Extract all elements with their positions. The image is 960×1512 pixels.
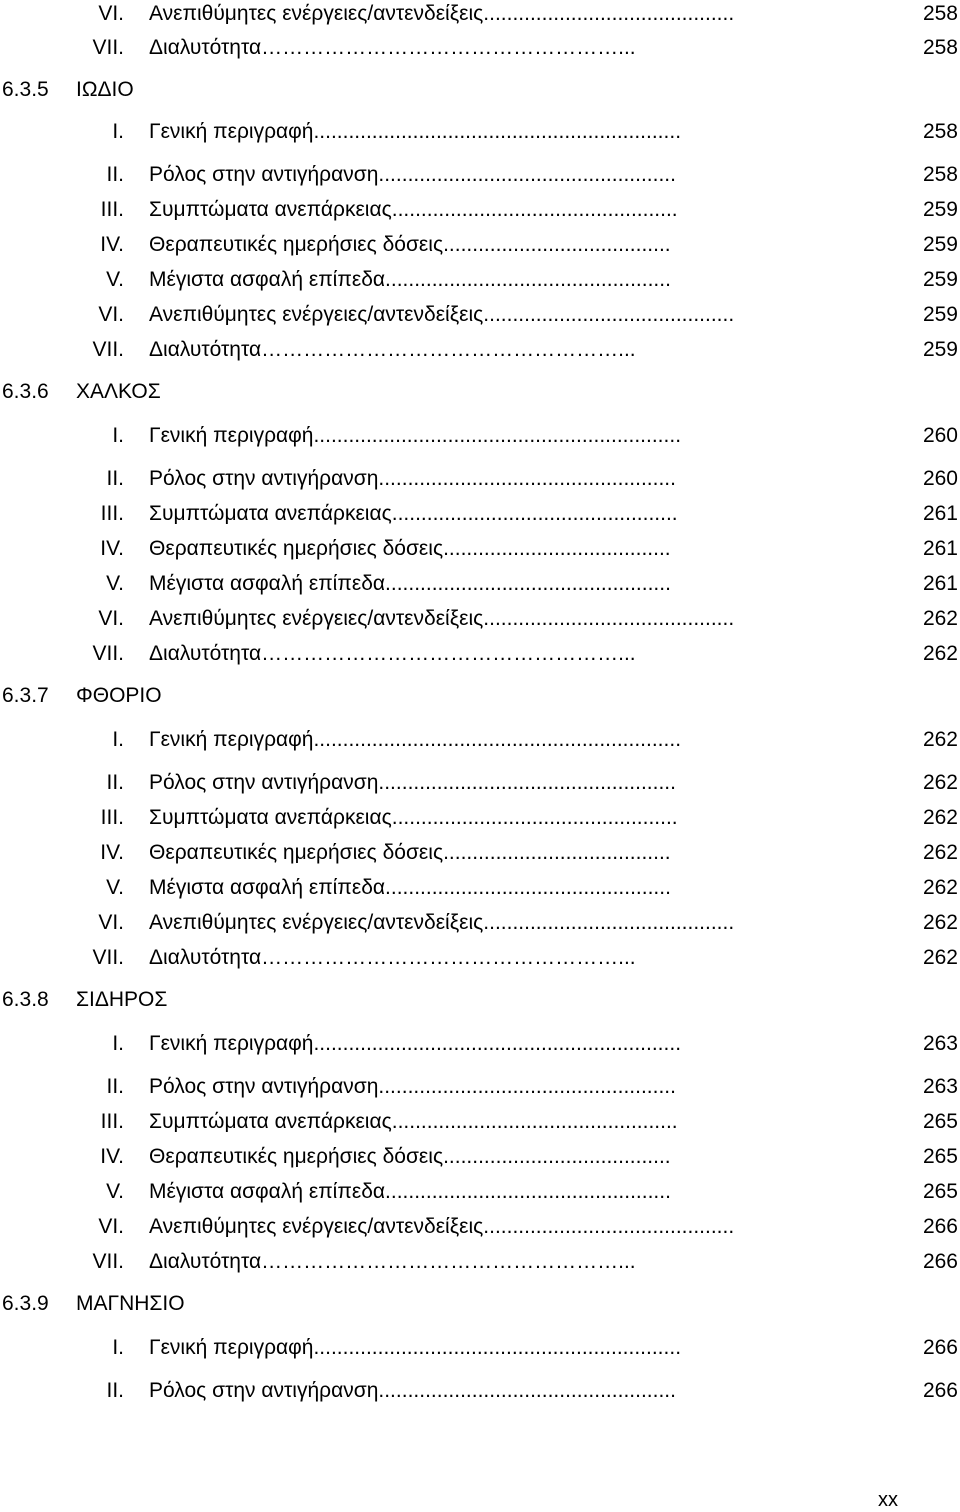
entry-title-with-leader [149, 118, 892, 146]
entry-title-with-leader [149, 1073, 892, 1101]
entry-roman-numeral: II. [106, 163, 124, 186]
toc-entry [0, 1248, 960, 1276]
entry-page-number: 262 [922, 607, 958, 630]
section-number: 6.3.7 [2, 684, 49, 707]
entry-roman-numeral: III. [100, 502, 124, 525]
entry-title-with-leader [149, 769, 892, 797]
dot-leader: ............................................................... [313, 1336, 682, 1359]
entry-title-with-leader [149, 34, 892, 62]
toc-entry [0, 1108, 960, 1136]
entry-title-with-leader [149, 804, 892, 832]
toc-entry [0, 1213, 960, 1241]
entry-roman-numeral: IV. [100, 841, 124, 864]
toc-entry [0, 1178, 960, 1206]
toc-entry [0, 196, 960, 224]
entry-title: Διαλυτότητα [149, 946, 262, 969]
entry-roman-numeral: VII. [92, 338, 124, 361]
dot-leader: ................................................... [378, 1075, 676, 1098]
toc-entry [0, 266, 960, 294]
page-number-footer: xx [878, 1489, 898, 1511]
toc-entry [0, 769, 960, 797]
entry-roman-numeral: III. [100, 198, 124, 221]
entry-page-number: 260 [922, 467, 958, 490]
entry-page-number: 263 [922, 1032, 958, 1055]
entry-title: Ρόλος στην αντιγήρανση [149, 771, 379, 794]
entry-title-with-leader [149, 605, 892, 633]
section-title: ΜΑΓΝΗΣΙΟ [76, 1292, 185, 1315]
entry-roman-numeral: V. [106, 572, 124, 595]
dot-leader: ................................................. [391, 198, 678, 221]
entry-title: Διαλυτότητα [149, 642, 262, 665]
section-number: 6.3.6 [2, 380, 49, 403]
dot-leader: ……………………………………………... [261, 642, 636, 665]
entry-page-number: 265 [922, 1110, 958, 1133]
entry-page-number: 262 [922, 911, 958, 934]
toc-entry [0, 909, 960, 937]
entry-roman-numeral: VI. [98, 2, 124, 25]
entry-title-with-leader [149, 465, 892, 493]
toc-entry [0, 605, 960, 633]
entry-page-number: 262 [922, 728, 958, 751]
toc-section-heading [0, 682, 960, 710]
dot-leader: ............................................................... [313, 728, 682, 751]
entry-roman-numeral: VII. [92, 36, 124, 59]
entry-title-with-leader [149, 161, 892, 189]
entry-title-with-leader [149, 1030, 892, 1058]
entry-title-with-leader [149, 500, 892, 528]
entry-page-number: 263 [922, 1075, 958, 1098]
entry-page-number: 259 [922, 338, 958, 361]
entry-title-with-leader [149, 0, 892, 28]
entry-page-number: 261 [922, 572, 958, 595]
entry-roman-numeral: VI. [98, 303, 124, 326]
entry-title-with-leader [149, 422, 892, 450]
entry-page-number: 261 [922, 502, 958, 525]
toc-entry [0, 336, 960, 364]
entry-title: Μέγιστα ασφαλή επίπεδα [149, 876, 386, 899]
entry-title: Ανεπιθύμητες ενέργειες/αντενδείξεις [149, 303, 484, 326]
dot-leader: ................................................. [391, 806, 678, 829]
dot-leader: ……………………………………………... [261, 338, 636, 361]
dot-leader: ............................................................... [313, 1032, 682, 1055]
entry-title: Ανεπιθύμητες ενέργειες/αντενδείξεις [149, 2, 484, 25]
entry-page-number: 266 [922, 1250, 958, 1273]
entry-title-with-leader [149, 726, 892, 754]
entry-page-number: 260 [922, 424, 958, 447]
entry-roman-numeral: II. [106, 771, 124, 794]
entry-page-number: 262 [922, 771, 958, 794]
toc-entry [0, 535, 960, 563]
section-title: ΣΙΔΗΡΟΣ [76, 988, 168, 1011]
entry-title: Θεραπευτικές ημερήσιες δόσεις [149, 1145, 444, 1168]
toc-entry [0, 0, 960, 28]
entry-page-number: 259 [922, 233, 958, 256]
toc-entry [0, 804, 960, 832]
entry-title-with-leader [149, 266, 892, 294]
entry-roman-numeral: I. [112, 120, 124, 143]
toc-section-heading [0, 1290, 960, 1318]
section-number: 6.3.5 [2, 78, 49, 101]
section-number: 6.3.9 [2, 1292, 49, 1315]
section-title: ΧΑΛΚΟΣ [76, 380, 161, 403]
entry-title: Ρόλος στην αντιγήρανση [149, 1379, 379, 1402]
entry-title: Γενική περιγραφή [149, 1032, 314, 1055]
entry-page-number: 262 [922, 946, 958, 969]
dot-leader: ................................................. [391, 1110, 678, 1133]
toc-entry [0, 161, 960, 189]
dot-leader: ....................................... [443, 841, 671, 864]
entry-title: Συμπτώματα ανεπάρκειας [149, 1110, 392, 1133]
entry-roman-numeral: IV. [100, 1145, 124, 1168]
entry-title-with-leader [149, 535, 892, 563]
toc-entry [0, 118, 960, 146]
dot-leader: ……………………………………………... [261, 946, 636, 969]
entry-roman-numeral: VII. [92, 642, 124, 665]
dot-leader: ……………………………………………... [261, 1250, 636, 1273]
entry-page-number: 262 [922, 642, 958, 665]
entry-roman-numeral: I. [112, 1336, 124, 1359]
entry-page-number: 258 [922, 163, 958, 186]
entry-title-with-leader [149, 570, 892, 598]
entry-roman-numeral: VI. [98, 607, 124, 630]
toc-entry [0, 640, 960, 668]
entry-roman-numeral: IV. [100, 233, 124, 256]
toc-entry [0, 1073, 960, 1101]
toc-section-heading [0, 378, 960, 406]
entry-title-with-leader [149, 874, 892, 902]
entry-page-number: 258 [922, 2, 958, 25]
entry-title: Ρόλος στην αντιγήρανση [149, 1075, 379, 1098]
entry-title-with-leader [149, 839, 892, 867]
entry-title-with-leader [149, 1108, 892, 1136]
entry-roman-numeral: VI. [98, 1215, 124, 1238]
entry-roman-numeral: VII. [92, 946, 124, 969]
entry-title-with-leader [149, 231, 892, 259]
entry-page-number: 258 [922, 36, 958, 59]
entry-title-with-leader [149, 944, 892, 972]
entry-roman-numeral: III. [100, 1110, 124, 1133]
entry-roman-numeral: III. [100, 806, 124, 829]
dot-leader: ........................................... [483, 2, 735, 25]
dot-leader: ............................................................... [313, 120, 682, 143]
entry-title-with-leader [149, 1334, 892, 1362]
toc-entry [0, 500, 960, 528]
toc-entry [0, 944, 960, 972]
entry-title: Συμπτώματα ανεπάρκειας [149, 502, 392, 525]
toc-section-heading [0, 986, 960, 1014]
entry-title: Θεραπευτικές ημερήσιες δόσεις [149, 233, 444, 256]
entry-title: Διαλυτότητα [149, 338, 262, 361]
toc-entry [0, 34, 960, 62]
toc-entry [0, 1143, 960, 1171]
entry-roman-numeral: IV. [100, 537, 124, 560]
entry-page-number: 259 [922, 268, 958, 291]
dot-leader: ................................................. [385, 572, 671, 595]
entry-title-with-leader [149, 1377, 892, 1405]
entry-title: Γενική περιγραφή [149, 424, 314, 447]
entry-title: Θεραπευτικές ημερήσιες δόσεις [149, 841, 444, 864]
entry-roman-numeral: I. [112, 424, 124, 447]
entry-title: Μέγιστα ασφαλή επίπεδα [149, 268, 386, 291]
dot-leader: ................................................... [378, 467, 676, 490]
dot-leader: ................................................... [378, 1379, 676, 1402]
entry-title-with-leader [149, 1178, 892, 1206]
entry-roman-numeral: V. [106, 268, 124, 291]
dot-leader: ................................................... [378, 163, 676, 186]
toc-entry [0, 839, 960, 867]
entry-page-number: 266 [922, 1336, 958, 1359]
entry-roman-numeral: II. [106, 1075, 124, 1098]
entry-page-number: 266 [922, 1379, 958, 1402]
entry-title: Γενική περιγραφή [149, 120, 314, 143]
toc-entry [0, 301, 960, 329]
entry-title: Διαλυτότητα [149, 1250, 262, 1273]
entry-title: Γενική περιγραφή [149, 1336, 314, 1359]
entry-title-with-leader [149, 909, 892, 937]
entry-title: Ανεπιθύμητες ενέργειες/αντενδείξεις [149, 911, 484, 934]
dot-leader: ............................................................... [313, 424, 682, 447]
entry-page-number: 261 [922, 537, 958, 560]
dot-leader: ................................................... [378, 771, 676, 794]
entry-title: Συμπτώματα ανεπάρκειας [149, 198, 392, 221]
toc-entry [0, 1030, 960, 1058]
entry-title-with-leader [149, 336, 892, 364]
toc-entry [0, 726, 960, 754]
dot-leader: ................................................. [385, 1180, 671, 1203]
entry-roman-numeral: V. [106, 876, 124, 899]
entry-title-with-leader [149, 640, 892, 668]
entry-title: Ρόλος στην αντιγήρανση [149, 163, 379, 186]
entry-page-number: 265 [922, 1180, 958, 1203]
entry-page-number: 262 [922, 841, 958, 864]
entry-page-number: 265 [922, 1145, 958, 1168]
section-title: ΦΘΟΡΙΟ [76, 684, 162, 707]
entry-title: Διαλυτότητα [149, 36, 262, 59]
toc-entry [0, 422, 960, 450]
entry-title: Θεραπευτικές ημερήσιες δόσεις [149, 537, 444, 560]
entry-roman-numeral: I. [112, 728, 124, 751]
entry-page-number: 266 [922, 1215, 958, 1238]
section-title: ΙΩΔΙΟ [76, 78, 134, 101]
entry-roman-numeral: II. [106, 467, 124, 490]
toc-entry [0, 1377, 960, 1405]
dot-leader: ........................................... [483, 1215, 735, 1238]
entry-page-number: 262 [922, 806, 958, 829]
entry-title-with-leader [149, 1248, 892, 1276]
toc-entry [0, 1334, 960, 1362]
dot-leader: ……………………………………………... [261, 36, 636, 59]
dot-leader: ................................................. [385, 268, 671, 291]
toc-entry [0, 570, 960, 598]
entry-title: Μέγιστα ασφαλή επίπεδα [149, 572, 386, 595]
dot-leader: ................................................. [391, 502, 678, 525]
entry-title: Συμπτώματα ανεπάρκειας [149, 806, 392, 829]
entry-title: Γενική περιγραφή [149, 728, 314, 751]
entry-roman-numeral: II. [106, 1379, 124, 1402]
toc-entry [0, 465, 960, 493]
entry-title-with-leader [149, 1143, 892, 1171]
entry-page-number: 258 [922, 120, 958, 143]
entry-title: Ρόλος στην αντιγήρανση [149, 467, 379, 490]
dot-leader: ....................................... [443, 1145, 671, 1168]
entry-title: Ανεπιθύμητες ενέργειες/αντενδείξεις [149, 607, 484, 630]
entry-roman-numeral: VI. [98, 911, 124, 934]
dot-leader: ........................................... [483, 303, 735, 326]
dot-leader: ........................................... [483, 607, 735, 630]
dot-leader: ....................................... [443, 233, 671, 256]
toc-section-heading [0, 76, 960, 104]
entry-title: Μέγιστα ασφαλή επίπεδα [149, 1180, 386, 1203]
entry-page-number: 259 [922, 303, 958, 326]
entry-page-number: 259 [922, 198, 958, 221]
toc-entry [0, 231, 960, 259]
entry-roman-numeral: I. [112, 1032, 124, 1055]
dot-leader: ................................................. [385, 876, 671, 899]
dot-leader: ....................................... [443, 537, 671, 560]
entry-title-with-leader [149, 301, 892, 329]
entry-roman-numeral: V. [106, 1180, 124, 1203]
toc-entry [0, 874, 960, 902]
section-number: 6.3.8 [2, 988, 49, 1011]
entry-title-with-leader [149, 196, 892, 224]
dot-leader: ........................................... [483, 911, 735, 934]
entry-roman-numeral: VII. [92, 1250, 124, 1273]
entry-title-with-leader [149, 1213, 892, 1241]
entry-page-number: 262 [922, 876, 958, 899]
entry-title: Ανεπιθύμητες ενέργειες/αντενδείξεις [149, 1215, 484, 1238]
